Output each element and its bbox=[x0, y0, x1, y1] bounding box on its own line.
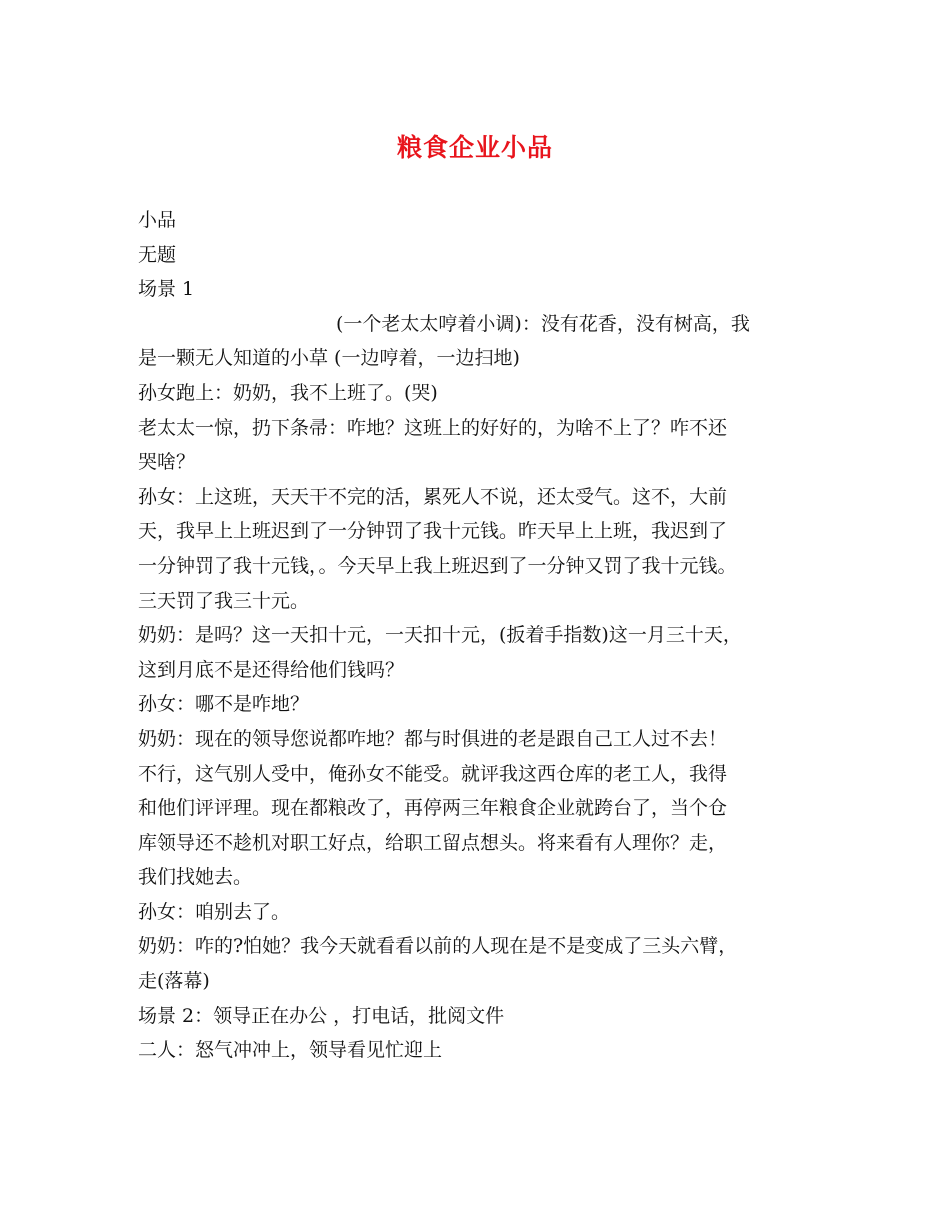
body-line: 哭啥？ bbox=[138, 451, 196, 474]
body-line: 天，我早上上班迟到了一分钟罚了我十元钱。昨天早上上班，我迟到了 bbox=[138, 520, 728, 543]
body-line: 孙女：咱别去了。 bbox=[138, 900, 291, 923]
body-line: 小品 bbox=[138, 209, 177, 231]
body-line: 场景 2：领导正在办公 ，打电话，批阅文件 bbox=[138, 1004, 505, 1027]
body-line: 三天罚了我三十元。 bbox=[138, 589, 310, 612]
body-line: 一分钟罚了我十元钱，。今天早上我上班迟到了一分钟又罚了我十元钱。 bbox=[138, 554, 737, 577]
body-line: 不行，这气别人受中，俺孙女不能受。就评我这西仓库的老工人，我得 bbox=[138, 762, 728, 785]
body-line: (一个老太太哼着小调)：没有花香，没有树高，我 bbox=[336, 312, 750, 335]
body-line: 奶奶：是吗？这一天扣十元，一天扣十元，(扳着手指数)这一月三十天， bbox=[138, 624, 742, 647]
body-line: 场景 1 bbox=[138, 278, 195, 301]
body-line: 孙女：上这班，天天干不完的活，累死人不说，还太受气。这不，大前 bbox=[138, 485, 728, 508]
body-line: 奶奶：咋的?怕她？我今天就看看以前的人现在是不是变成了三头六臂， bbox=[138, 935, 738, 958]
body-line: 孙女：哪不是咋地？ bbox=[138, 693, 310, 716]
body-line: 无题 bbox=[138, 243, 177, 266]
body-line: 二人：怒气冲冲上，领导看见忙迎上 bbox=[138, 1039, 443, 1062]
body-line: 这到月底不是还得给他们钱吗？ bbox=[138, 658, 405, 681]
body-line: 奶奶：现在的领导您说都咋地？都与时俱进的老是跟自己工人过不去！ bbox=[138, 727, 728, 750]
body-line: 孙女跑上：奶奶，我不上班了。(哭) bbox=[138, 381, 438, 404]
body-line: 和他们评评理。现在都粮改了，再停两三年粮食企业就跨台了，当个仓 bbox=[138, 797, 728, 820]
body-line: 老太太一惊，扔下条帚：咋地？这班上的好好的，为啥不上了？咋不还 bbox=[138, 416, 728, 439]
body-line: 我们找她去。 bbox=[138, 866, 253, 889]
body-line: 库领导还不趁机对职工好点，给职工留点想头。将来看有人理你？走， bbox=[138, 831, 728, 854]
body-line: 走(落幕) bbox=[138, 970, 210, 993]
body-line: 是一颗无人知道的小草 (一边哼着，一边扫地) bbox=[138, 347, 520, 370]
document-body bbox=[138, 203, 828, 1068]
document-title: 粮食企业小品 bbox=[396, 133, 553, 162]
